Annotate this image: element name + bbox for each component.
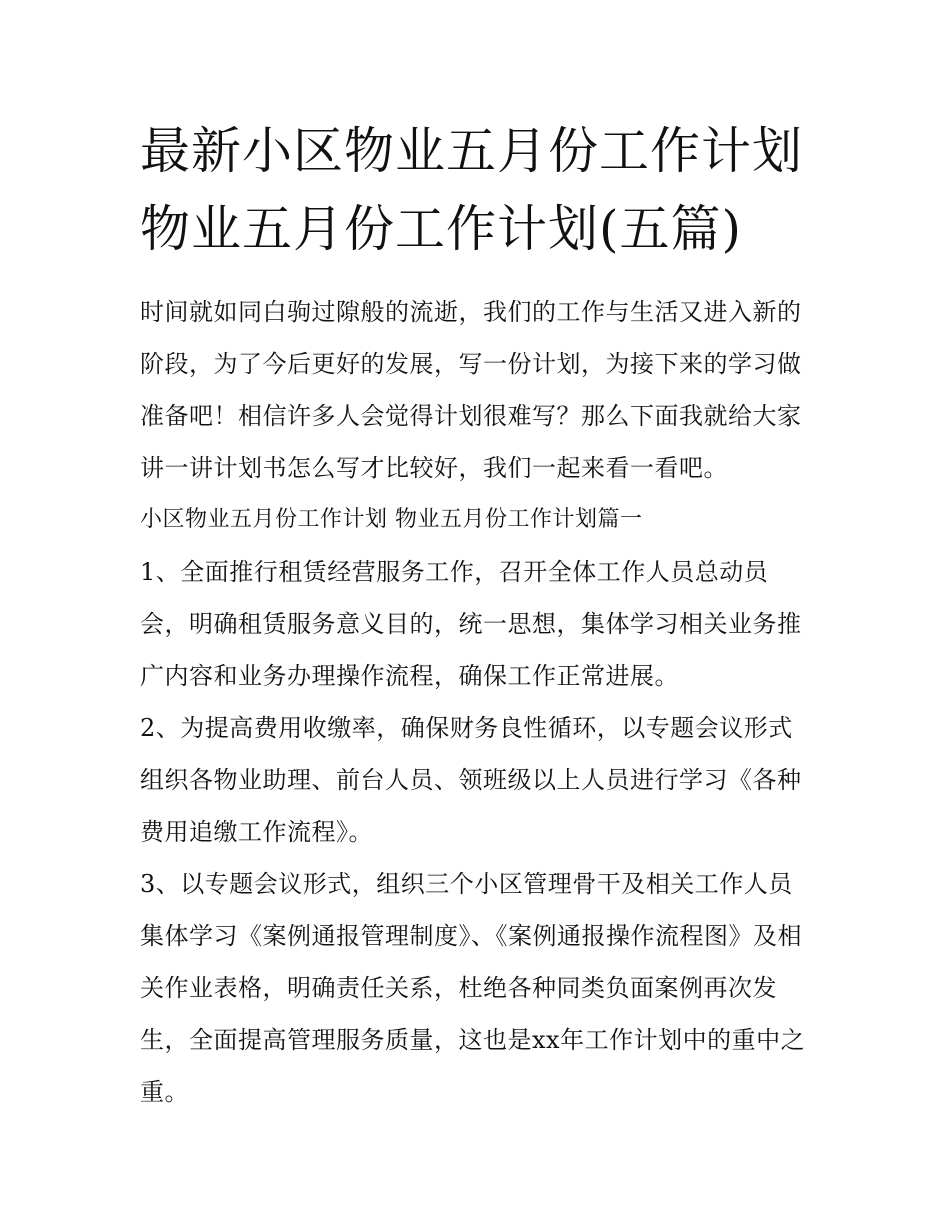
list-item-1: 1、全面推行租赁经营服务工作，召开全体工作人员总动员会，明确租赁服务意义目的，统一思想，集体学习相关业务推广内容和业务办理操作流程，确保工作正常进展。 xyxy=(140,558,802,690)
document-page xyxy=(140,112,815,1118)
title-line-1: 最新小区物业五月份工作计划 xyxy=(140,122,803,180)
intro-paragraph: 时间就如同白驹过隙般的流逝，我们的工作与生活又进入新的阶段，为了今后更好的发展，写一份计划，为接下来的学习做准备吧！相信许多人会觉得计划很难写？那么下面我就给大家讲一讲计划书怎么写才比较好，我们一起来看一看吧。 xyxy=(140,298,802,482)
list-item-2: 2、为提高费用收缴率，确保财务良性循环，以专题会议形式组织各物业助理、前台人员、领班级以上人员进行学习《各种费用追缴工作流程》。 xyxy=(140,714,802,846)
document-body xyxy=(140,286,815,1118)
title-line-2: 物业五月份工作计划(五篇) xyxy=(140,200,743,258)
list-item-3: 3、以专题会议形式，组织三个小区管理骨干及相关工作人员集体学习《案例通报管理制度》、《案例通报操作流程图》及相关作业表格，明确责任关系，杜绝各种同类负面案例再次发生，全面提高管理服务质量，这也是xx年工作计划中的重中之重。 xyxy=(140,870,806,1106)
document-title xyxy=(140,112,815,268)
section-heading: 小区物业五月份工作计划 物业五月份工作计划篇一 xyxy=(140,507,643,532)
